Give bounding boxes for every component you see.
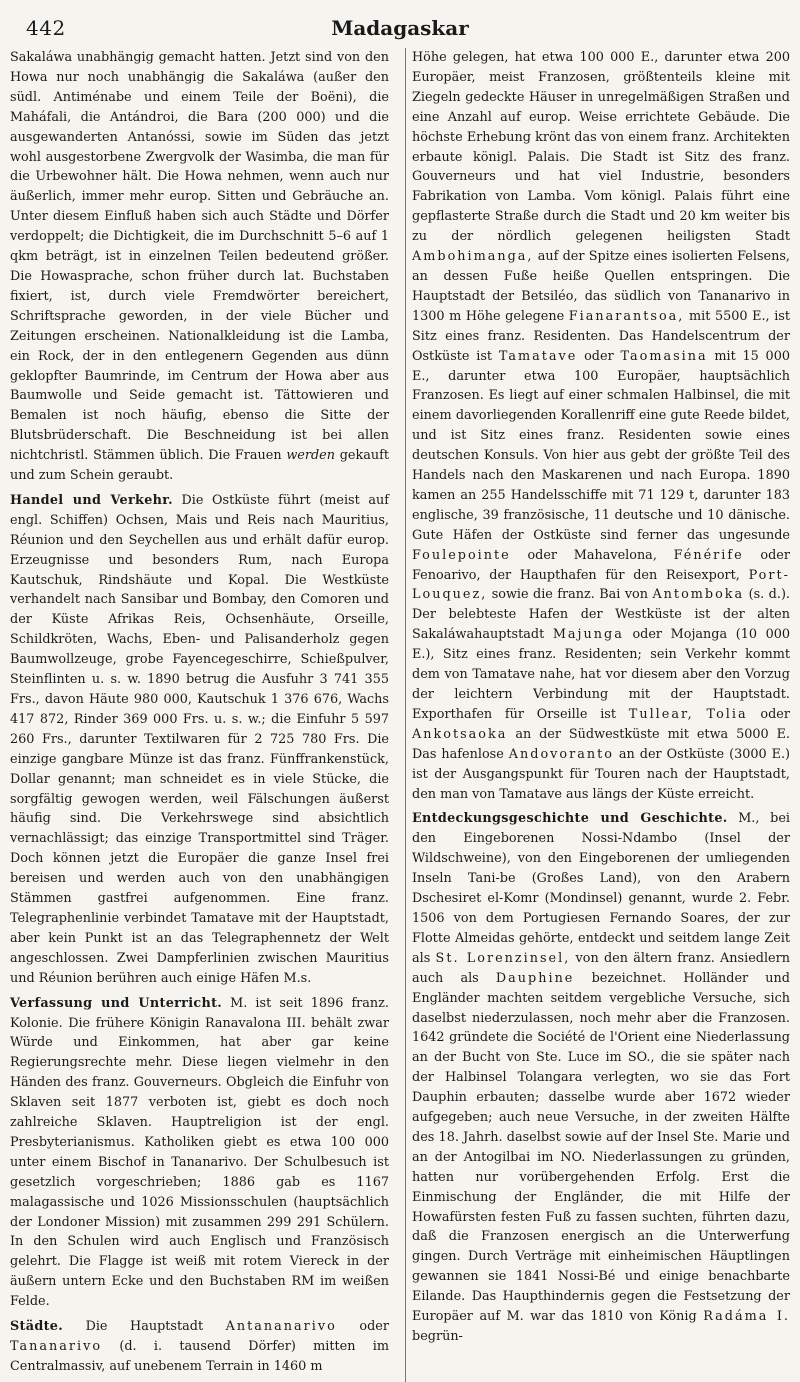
page-header bbox=[10, 6, 790, 48]
place-name: Antananarivo bbox=[225, 1319, 337, 1335]
place-name: Taomasina bbox=[620, 348, 708, 364]
place-name: Foulepointe bbox=[412, 547, 511, 563]
place-name: Andovoranto bbox=[508, 746, 614, 762]
text-run: auf der Spitze eines isolierten Felsens, an dessen Fuße heiße Quellen entspringen. Die Hauptstadt der Betsiléo, das südlich von Tananarivo in 1300 m Höhe gelegene bbox=[412, 249, 790, 324]
paragraph-cities bbox=[10, 1317, 389, 1377]
text-run: gekauft und zum Schein geraubt. bbox=[10, 448, 389, 484]
place-name: Dauphine bbox=[495, 970, 575, 986]
text-run: bezeichnet. Holländer und Engländer machten seitdem vergebliche Versuche, sich daselbst niederzulassen, noch mehr aber die Franzosen. 1642 gründete die Société de l'Orient eine Niederlassung an der Bucht von Ste. Luce im SO., die sie später nach der Halbinsel Tolangara verlegten, wo sie das Fort Dauphin erbauten; dasselbe wurde aber 1672 wieder aufgegeben; auch neue Versuche, in der zweiten Hälfte des 18. Jahrh. daselbst sowie auf der Insel Ste. Marie und an der Antogilbai im NO. Niederlassungen zu gründen, hatten nur vorübergehenden Erfolg. Erst die Einmischung der Engländer, die mit Hilfe der Howafürsten festen Fuß zu fassen suchten, führten dazu, daß die Franzosen energisch an die Unterwerfung gingen. Durch Verträge mit einheimischen Häuptlingen gewannen sie 1841 Nossi-Bé und einige benachbarte Eilande. Das Haupthindernis gegen die Festsetzung der Europäer auf M. war das 1810 von König bbox=[412, 970, 790, 1325]
paragraph-constitution bbox=[10, 994, 389, 1313]
section-heading-constitution: Verfassung und Unterricht. bbox=[10, 995, 223, 1011]
text-run: (d. i. tausend Dörfer) mitten im Centralmassiv, auf unebenem Terrain in 1460 m bbox=[10, 1339, 389, 1374]
text-columns bbox=[10, 48, 790, 1382]
place-name: Tolia bbox=[706, 706, 748, 722]
paragraph-cities-continued bbox=[412, 48, 790, 804]
section-heading-trade: Handel und Verkehr. bbox=[10, 492, 173, 508]
paragraph-population bbox=[10, 48, 389, 486]
place-name: Antomboka bbox=[652, 587, 745, 603]
text-run: M., bei den Eingeborenen Nossi-Ndambo (Insel der Wildschweine), von den Eingeborenen der umliegenden Inseln Tani-be (Großes Land), von den Arabern Dschesiret el-Komr (Mondinsel) genannt, wurde 2. Febr. 1506 von dem Portugiesen Fernando Soares, der zur Flotte Almeidas gehörte, entdeckt und seitdem lange Zeit als bbox=[412, 811, 790, 966]
text-run: oder Fenoarivo, der Haupthafen für den Reisexport, bbox=[412, 547, 790, 583]
text-run: begrün- bbox=[412, 1329, 463, 1344]
place-name: Majunga bbox=[552, 627, 624, 643]
italic-word: werden bbox=[286, 448, 335, 464]
place-name: Tananarivo bbox=[10, 1339, 103, 1354]
text-run: sowie die franz. Bai von bbox=[491, 587, 648, 603]
text-run: Die Hauptstadt bbox=[85, 1319, 204, 1335]
place-name: Tullear, bbox=[628, 706, 694, 722]
text-run: Die Ostküste führt (meist auf engl. Schiffen) Ochsen, Mais und Reis nach Mauritius, Réunion und den Seychellen aus und erhält dafür europ. Erzeugnisse und besonders Rum, nach Europa Kautschuk, Rindshäute und Kopal. Die Westküste verhandelt nach Sansibar und Bombay, den Comoren und der Küste Afrikas Reis, Ochsenhäute, Orseille, Schildkröten, Wachs, Eben- und Palisanderholz gegen Baumwollzeuge, grobe Fayencegeschirre, Schießpulver, Steinflinten u. s. w. 1890 betrug die Ausfuhr 3 741 355 Frs., davon Häute 980 000, Kautschuk 1 376 676, Wachs 417 872, Rinder 369 000 Frs. u. s. w.; die Einfuhr 5 597 260 Frs., darunter Textilwaren für 2 725 780 Frs. Die einzige gangbare Münze ist das franz. Fünffrankenstück, Dollar genannt; man schneidet es in viele Stücke, die sorgfältig gewogen werden, weil Fälschungen äußerst häufig sind. Die Verkehrswege sind absichtlich vernachlässigt; das einzige Transportmittel sind Träger. Doch können jetzt die Europäer die ganze Insel frei bereisen und werden auch von den unabhängigen Stämmen gastfrei aufgenommen. Eine franz. Telegraphenlinie verbindet Tamatave mit der Hauptstadt, aber kein Punkt ist an das Telegraphennetz der Welt angeschlossen. Zwei Dampferlinien zwischen Mauritius und Réunion berühren auch einige Häfen M.s. bbox=[10, 492, 389, 986]
paragraph-trade bbox=[10, 491, 389, 989]
text-run: Sakaláwa unabhängig gemacht hatten. Jetzt sind von den Howa nur noch unabhängig die Sakaláwa (außer den südl. Antiménabe und einem Teile der Boëni), die Maháfali, die Antándroi, die Bara (200 000) und die ausgewanderten Antanóssi, sowie im Süden das jetzt wohl ausgestorbene Zwergvolk der Wasimba, die man für die Urbewohner hält. Die Howa nehmen, wenn auch nur äußerlich, immer mehr europ. Sitten und Gebräuche an. Unter diesem Einfluß haben sich auch Städte und Dörfer verdoppelt; die Dichtigkeit, die im Durchschnitt 5–6 auf 1 qkm beträgt, ist in einzelnen Teilen bedeutend größer. Die Howasprache, schon früher durch lat. Buchstaben fixiert, ist, durch viele Fremdwörter bereichert, Schriftsprache geworden, in der viele Bücher und Zeitungen erscheinen. Nationalkleidung ist die Lamba, ein Rock, der in den entlegenern Gegenden aus dünn geklopfter Baumrinde, im Centrum der Howa aber aus Baumwolle und Seide gemacht ist. Tättowieren und Bemalen ist noch häufig, ebenso die Sitte der Blutsbrüderschaft. Die Beschneidung ist bei allen nichtchristl. Stämmen üblich. Die Frauen bbox=[10, 50, 389, 464]
place-name: Ambohimanga, bbox=[412, 249, 534, 265]
text-run: von den ältern franz. Ansiedlern auch als bbox=[412, 950, 790, 986]
paragraph-history bbox=[412, 809, 790, 1346]
running-title: Madagaskar bbox=[331, 16, 469, 40]
text-run: oder bbox=[584, 348, 614, 364]
section-heading-history: Entdeckungsgeschichte und Geschichte. bbox=[412, 811, 728, 827]
text-run: oder Mojanga (10 000 E.), Sitz eines franz. Residenten; sein Verkehr kommt dem von Tamatave nahe, hat vor diesem aber den Vorzug der leichtern Verbindung mit der Hauptstadt. Exporthafen für Orseille ist bbox=[412, 627, 790, 722]
text-run: oder Mahavelona, bbox=[527, 547, 657, 563]
person-name: Radáma I. bbox=[703, 1309, 790, 1325]
place-name: Ankotsaoka bbox=[412, 726, 508, 742]
right-column bbox=[405, 48, 790, 1382]
text-run: mit 5500 E., ist Sitz eines franz. Residenten. Das Handelscentrum der Ostküste ist bbox=[412, 308, 790, 364]
text-run: oder bbox=[760, 706, 790, 722]
page-number: 442 bbox=[26, 16, 66, 40]
left-column bbox=[10, 48, 395, 1382]
text-run: (s. d.). Der belebteste Hafen der Westküste ist der alten Sakaláwahauptstadt bbox=[412, 587, 790, 643]
place-name: Port-Louquez, bbox=[412, 567, 790, 603]
place-name: St. Lorenzinsel, bbox=[435, 950, 571, 966]
text-run: an der Ostküste (3000 E.) ist der Ausgangspunkt für Touren nach der Hauptstadt, den man von Tamatave aus längs der Küste erreicht. bbox=[412, 746, 791, 802]
text-run: an der Südwestküste mit etwa 5000 E. Das hafenlose bbox=[412, 726, 790, 762]
text-run: mit 15 000 E., darunter etwa 100 Europäer, hauptsächlich Franzosen. Es liegt auf einer schmalen Halbinsel, die mit einem davorliegenden Korallenriff eine gute Reede bildet, und ist Sitz eines franz. Residenten sowie eines deutschen Konsuls. Von hier aus gebt der größte Teil des Handels nach den Maskarenen und nach Europa. 1890 kamen an 255 Handelsschiffe mit 71 129 t, darunter 183 englische, 39 französische, 11 deutsche und 10 dänische. Gute Häfen der Ostküste sind ferner das ungesunde bbox=[412, 348, 790, 543]
place-name: Fianarantsoa, bbox=[568, 308, 685, 324]
section-heading-cities: Städte. bbox=[10, 1319, 64, 1335]
text-run: Höhe gelegen, hat etwa 100 000 E., darunter etwa 200 Europäer, meist Franzosen, größtenteils kleine mit Ziegeln gedeckte Häuser in unregelmäßigen Straßen und eine Anzahl auf europ. Weise errichtete Gebäude. Die höchste Erhebung krönt das von einem franz. Architekten erbaute königl. Palais. Die Stadt ist Sitz des franz. Gouverneurs und hat viel Industrie, besonders Fabrikation von Lamba. Vom königl. Palais führt eine gepflasterte Straße durch die Stadt und 20 km weiter bis zu der nördlich gelegenen heiligsten Stadt bbox=[412, 50, 790, 245]
text-run: M. ist seit 1896 franz. Kolonie. Die frühere Königin Ranavalona III. behält zwar Würde und Einkommen, hat aber gar keine Regierungsrechte mehr. Diese liegen vielmehr in den Händen des franz. Gouverneurs. Obgleich die Einfuhr von Sklaven seit 1877 verboten ist, giebt es doch noch zahlreiche Sklaven. Hauptreligion ist der engl. Presbyterianismus. Katholiken giebt es etwa 100 000 unter einem Bischof in Tananarivo. Der Schulbesuch ist gesetzlich vorgeschrieben; 1886 gab es 1167 malagassische und 1026 Missionsschulen (hauptsächlich der Londoner Mission) mit zusammen 299 291 Schülern. In den Schulen wird auch Englisch und Französisch gelehrt. Die Flagge ist weiß mit rotem Viereck in der äußern untern Ecke und den Buchstaben RM im weißen Felde. bbox=[10, 995, 389, 1310]
place-name: Tamatave bbox=[498, 348, 578, 364]
place-name: Fénérife bbox=[673, 547, 744, 563]
text-run: oder bbox=[359, 1319, 389, 1335]
